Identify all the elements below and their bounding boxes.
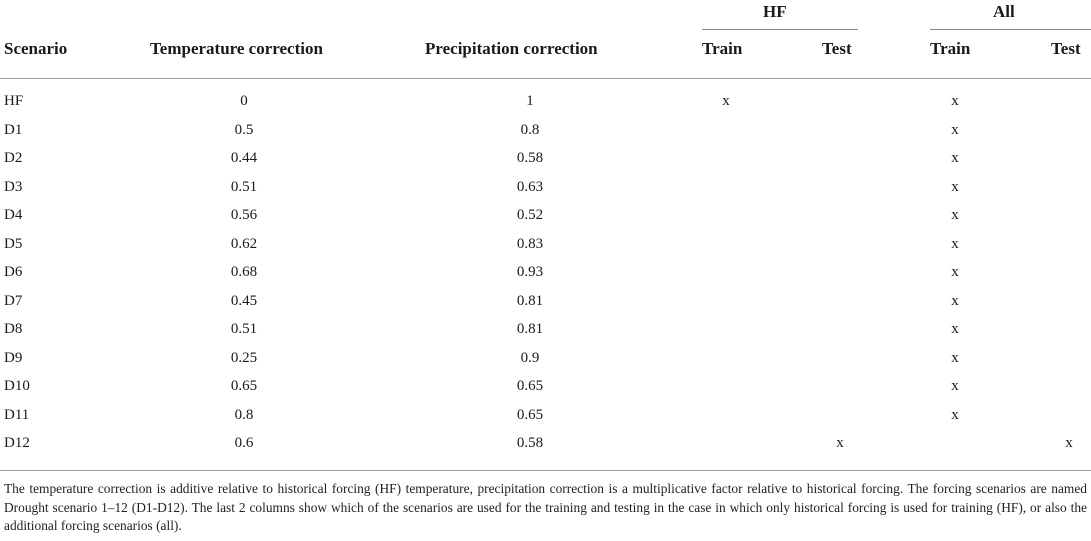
cell-precipitation: 0.9	[520, 349, 540, 366]
table-row	[0, 231, 1091, 259]
cell-all-train: x	[951, 178, 959, 195]
cell-temperature: 0.45	[230, 292, 258, 309]
cell-all-train: x	[951, 406, 959, 423]
table-row	[0, 316, 1091, 344]
group-header-hf: HF	[763, 2, 787, 21]
cell-precipitation: 0.83	[516, 235, 544, 252]
cell-scenario: D10	[4, 378, 30, 394]
header-precipitation-correction: Precipitation correction	[425, 39, 598, 58]
table-footnote: The temperature correction is additive relative to historical forcing (HF) temperature, precipitation correction is a multiplicative factor relative to historical forcing. The forcing scenarios are named Drought scenario 1–12 (D1-D12). The last 2 columns show which of the scenarios are used for the training and testing in the case in which only historical forcing is used for training (HF), or also the additional forcing scenarios (all).	[4, 481, 1087, 534]
cell-all-train: x	[951, 378, 959, 394]
cell-precipitation: 0.81	[516, 321, 544, 337]
header-all-test: Test	[1051, 39, 1081, 58]
cell-scenario: D3	[4, 178, 23, 195]
footer-rule	[0, 470, 1091, 471]
cell-temperature: 0.5	[234, 121, 254, 138]
cell-temperature: 0.6	[234, 435, 254, 451]
cell-scenario: D7	[4, 292, 23, 309]
cell-all-train: x	[951, 235, 959, 252]
cell-hf-test: x	[836, 435, 844, 451]
group-header-all: All	[993, 2, 1015, 21]
table-row	[0, 145, 1091, 173]
table-row	[0, 345, 1091, 373]
header-hf-train: Train	[702, 39, 743, 58]
header-all-train: Train	[930, 39, 971, 58]
cell-all-train: x	[951, 207, 959, 223]
cell-temperature: 0.44	[230, 150, 258, 166]
header-rule	[0, 78, 1091, 79]
header-hf-test: Test	[822, 39, 852, 58]
cell-precipitation: 0.63	[516, 178, 544, 195]
cell-all-train: x	[951, 292, 959, 309]
cell-temperature: 0	[240, 93, 248, 109]
cell-all-test: x	[1065, 435, 1073, 451]
cell-precipitation: 0.8	[520, 121, 540, 138]
cell-precipitation: 0.65	[516, 378, 544, 394]
cell-scenario: D12	[4, 435, 30, 451]
header-scenario: Scenario	[4, 39, 68, 58]
cell-all-train: x	[951, 264, 959, 280]
table-row	[0, 88, 1091, 116]
table-row	[0, 288, 1091, 316]
cell-hf-train: x	[722, 93, 730, 109]
cell-precipitation: 0.81	[516, 292, 544, 309]
group-underline-all	[930, 29, 1091, 30]
cell-all-train: x	[951, 121, 959, 138]
cell-precipitation: 0.93	[516, 264, 544, 280]
header-temperature-correction: Temperature correction	[150, 39, 323, 58]
table-row	[0, 430, 1091, 458]
table-row	[0, 402, 1091, 430]
cell-all-train: x	[951, 349, 959, 366]
table-row	[0, 202, 1091, 230]
cell-all-train: x	[951, 321, 959, 337]
cell-all-train: x	[951, 150, 959, 166]
cell-scenario: D9	[4, 349, 23, 366]
cell-scenario: D4	[4, 207, 23, 223]
cell-scenario: D8	[4, 321, 23, 337]
cell-precipitation: 0.58	[516, 150, 544, 166]
cell-scenario: D11	[4, 406, 30, 423]
cell-scenario: D6	[4, 264, 23, 280]
cell-all-train: x	[951, 93, 959, 109]
cell-temperature: 0.51	[230, 321, 258, 337]
cell-scenario: D5	[4, 235, 23, 252]
cell-scenario: D2	[4, 150, 23, 166]
cell-precipitation: 1	[526, 93, 534, 109]
cell-scenario: D1	[4, 121, 23, 138]
table-row	[0, 259, 1091, 287]
cell-scenario: HF	[4, 93, 24, 109]
table-row	[0, 117, 1091, 145]
cell-temperature: 0.51	[230, 178, 258, 195]
cell-temperature: 0.68	[230, 264, 258, 280]
cell-temperature: 0.65	[230, 378, 258, 394]
cell-precipitation: 0.52	[516, 207, 544, 223]
group-underline-hf	[702, 29, 858, 30]
cell-temperature: 0.62	[230, 235, 258, 252]
table-row	[0, 174, 1091, 202]
cell-precipitation: 0.58	[516, 435, 544, 451]
cell-temperature: 0.56	[230, 207, 258, 223]
table-row	[0, 373, 1091, 401]
cell-temperature: 0.8	[234, 406, 254, 423]
cell-temperature: 0.25	[230, 349, 258, 366]
cell-precipitation: 0.65	[516, 406, 544, 423]
